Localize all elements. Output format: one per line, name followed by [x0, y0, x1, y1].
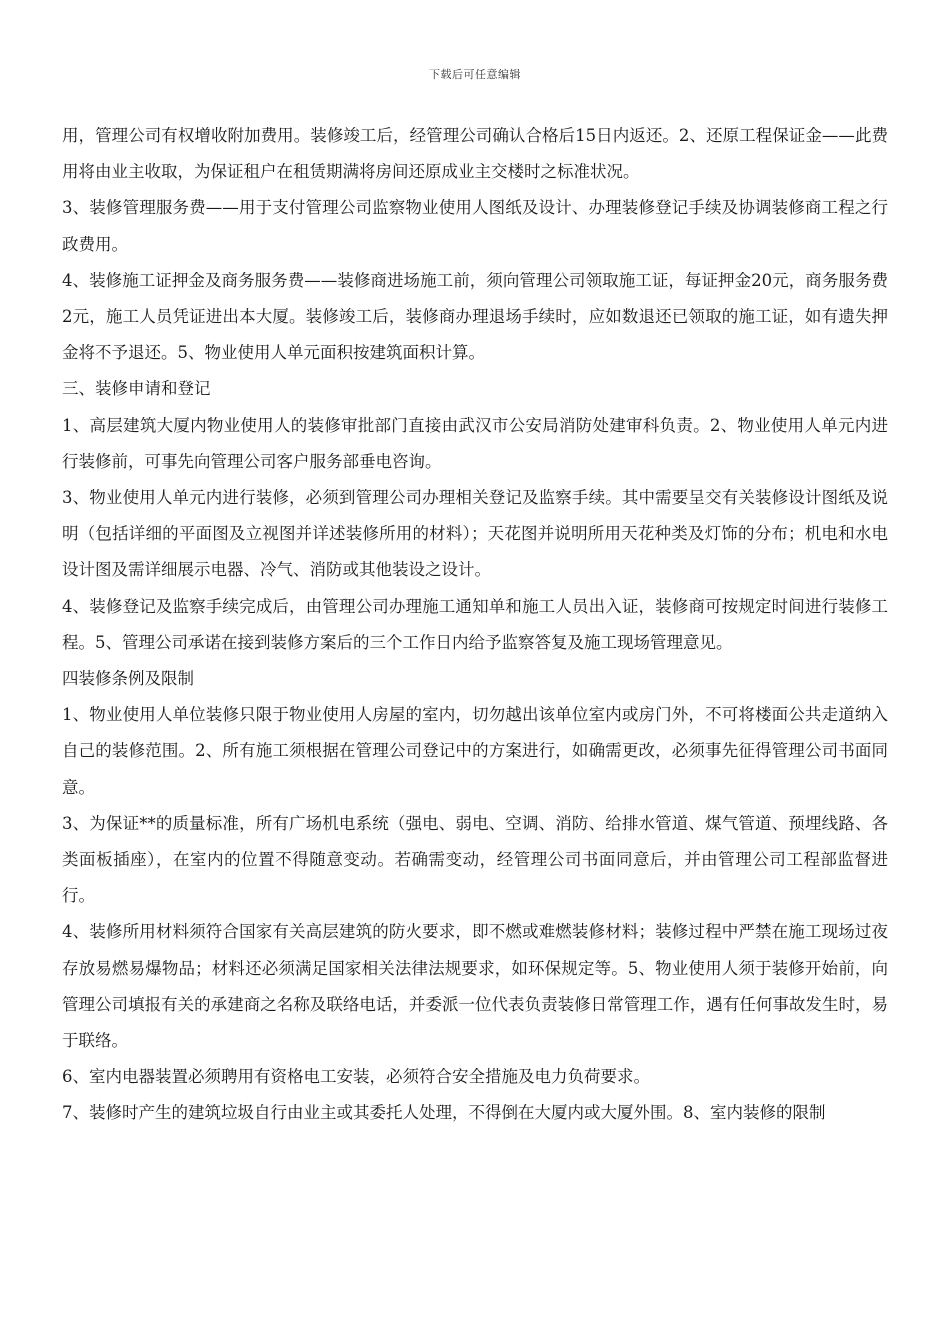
paragraph: 7、装修时产生的建筑垃圾自行由业主或其委托人处理，不得倒在大厦内或大厦外围。8、室内装修的限制	[62, 1103, 826, 1123]
paragraph: 4、装修所用材料须符合国家有关高层建筑的防火要求，即不燃或难燃装修材料；装修过程中严禁在施工现场过夜存放易燃易爆物品；材料还必须满足国家相关法律法规要求，如环保规定等。5、物业使用人须于装修开始前，向管理公司填报有关的承建商之名称及联络电话，并委派一位代表负责装修日常管理工作，遇有任何事故发生时，易于联络。	[62, 922, 888, 1051]
paragraph: 3、物业使用人单元内进行装修，必须到管理公司办理相关登记及监察手续。其中需要呈交有关装修设计图纸及说明（包括详细的平面图及立视图并详述装修所用的材料）；天花图并说明所用天花种类及灯饰的分布；机电和水电设计图及需详细展示电器、冷气、消防或其他装设之设计。	[62, 488, 888, 580]
paragraph: 3、为保证**的质量标准，所有广场机电系统（强电、弱电、空调、消防、给排水管道、煤气管道、预埋线路、各类面板插座），在室内的位置不得随意变动。若确需变动，经管理公司书面同意后，并由管理公司工程部监督进行。	[62, 813, 888, 906]
document-body	[62, 118, 888, 1132]
paragraph: 6、室内电器装置必须聘用有资格电工安装，必须符合安全措施及电力负荷要求。	[62, 1067, 650, 1087]
paragraph: 1、物业使用人单位装修只限于物业使用人房屋的室内，切勿越出该单位室内或房门外，不可将楼面公共走道纳入自己的装修范围。2、所有施工须根据在管理公司登记中的方案进行，如确需更改，必须事先征得管理公司书面同意。	[62, 705, 888, 797]
section-heading: 四装修条例及限制	[62, 669, 194, 689]
paragraph: 4、装修登记及监察手续完成后，由管理公司办理施工通知单和施工人员出入证，装修商可按规定时间进行装修工程。5、管理公司承诺在接到装修方案后的三个工作日内给予监察答复及施工现场管理意见。	[62, 596, 888, 652]
paragraph: 用，管理公司有权增收附加费用。装修竣工后，经管理公司确认合格后15日内返还。2、还原工程保证金——此费用将由业主收取，为保证租户在租赁期满将房间还原成业主交楼时之标准状况。	[62, 126, 888, 182]
paragraph: 3、装修管理服务费——用于支付管理公司监察物业使用人图纸及设计、办理装修登记手续及协调装修商工程之行政费用。	[62, 198, 888, 254]
page-header: 下载后可任意编辑	[429, 68, 521, 81]
section-heading: 三、装修申请和登记	[62, 379, 211, 399]
paragraph: 4、装修施工证押金及商务服务费——装修商进场施工前，须向管理公司领取施工证，每证押金20元，商务服务费2元，施工人员凭证进出本大厦。装修竣工后，装修商办理退场手续时，应如数退还已领取的施工证，如有遗失押金将不予退还。5、物业使用人单元面积按建筑面积计算。	[62, 270, 888, 363]
paragraph: 1、高层建筑大厦内物业使用人的装修审批部门直接由武汉市公安局消防处建审科负责。2、物业使用人单元内进行装修前，可事先向管理公司客户服务部垂电咨询。	[62, 415, 888, 471]
